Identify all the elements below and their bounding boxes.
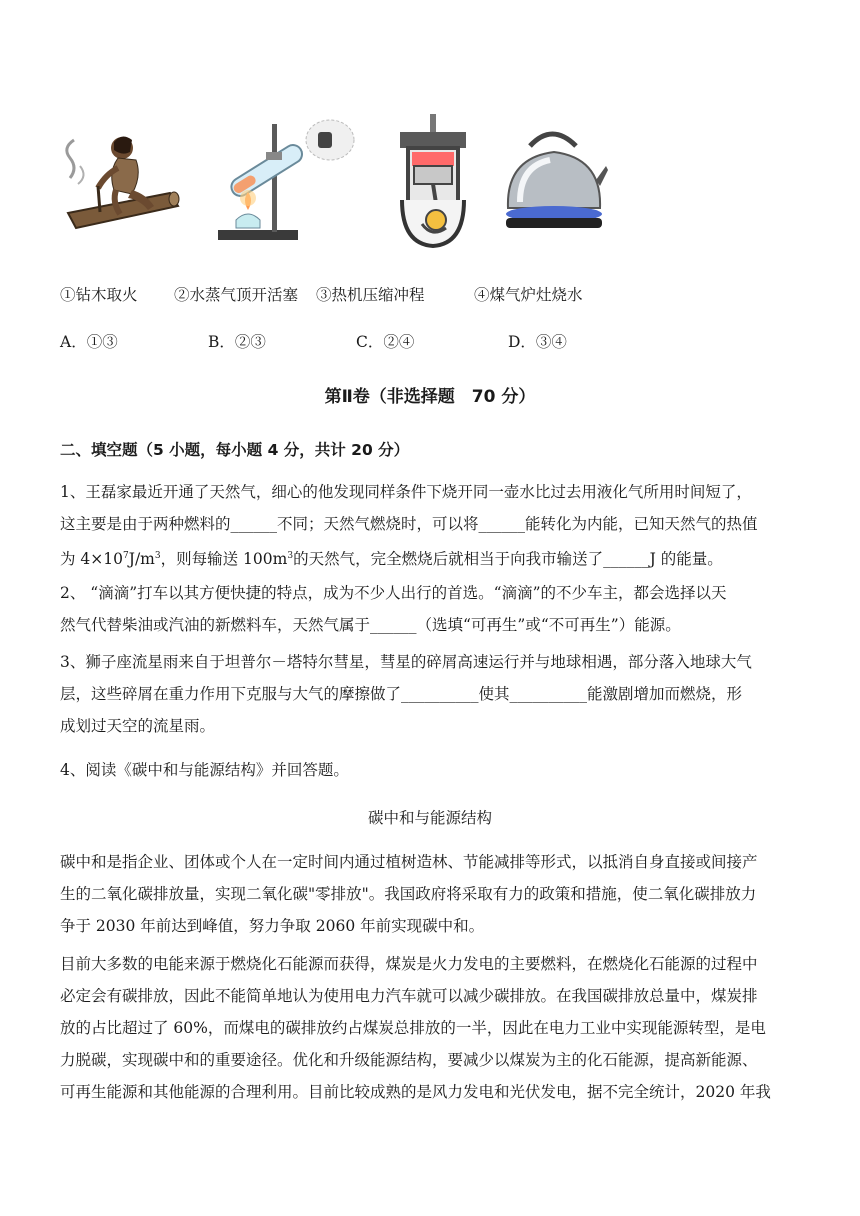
article-p2-line-1: 目前大多数的电能来源于燃烧化石能源而获得，煤炭是火力发电的主要燃料，在燃烧化石能源的过程中 [60, 955, 758, 973]
question-3-line-1: 3、狮子座流星雨来自于坦普尔－塔特尔彗星，彗星的碎屑高速运行并与地球相遇，部分落入地球大气 [60, 653, 752, 671]
article-p2-line-5: 可再生能源和其他能源的合理利用。目前比较成熟的是风力发电和光伏发电，据不完全统计，2020 年我 [60, 1083, 771, 1101]
article-paragraph-1 [60, 846, 802, 942]
question-4-line-1: 4、阅读《碳中和与能源结构》并回答题。 [60, 761, 349, 779]
option-d: D．③④ [508, 333, 567, 351]
question-3 [60, 646, 802, 742]
article-paragraph-2 [60, 948, 802, 1108]
question-2-line-1: 2、 “滴滴”打车以其方便快捷的特点，成为不少人出行的首选。“滴滴”的不少车主，都会选择以天 [60, 584, 727, 602]
article-p1-line-1: 碳中和是指企业、团体或个人在一定时间内通过植树造林、节能减排等形式，以抵消自身直接或间接产 [60, 853, 758, 871]
question-2-line-2: 然气代替柴油或汽油的新燃料车，天然气属于______（选填“可再生”或“不可再生”）能源。 [60, 616, 681, 634]
article-p1-line-2: 生的二氧化碳排放量，实现二氧化碳"零排放"。我国政府将采取有力的政策和措施，使二氧化碳排放力 [60, 885, 757, 903]
q1-text-g: 的天然气，完全燃烧后就相当于向我市输送了______J 的能量。 [293, 550, 723, 568]
figure-test-tube [208, 112, 358, 247]
man-drilling-wood-icon [60, 128, 185, 238]
section-title: 第Ⅱ卷（非选择题 70 分） [324, 387, 536, 407]
figure-caption-4: ④煤气炉灶烧水 [474, 286, 583, 304]
question-1-line-1: 1、王磊家最近开通了天然气，细心的他发现同样条件下烧开同一壶水比过去用液化气所用时间短了， [60, 483, 752, 501]
article-p1-line-3: 争于 2030 年前达到峰值，努力争取 2060 年前实现碳中和。 [60, 917, 485, 935]
test-tube-steam-icon [208, 112, 358, 247]
engine-compression-stroke-icon [392, 112, 474, 250]
subsection-title: 二、填空题（5 小题，每小题 4 分，共计 20 分） [60, 441, 410, 459]
figure-caption-3: ③热机压缩冲程 [316, 286, 425, 304]
q1-text-a: 为 4×10 [60, 550, 123, 568]
option-b: B．②③ [208, 333, 266, 351]
option-c: C．②④ [356, 333, 415, 351]
q1-exponent-3: 3 [287, 551, 294, 561]
option-a: A．①③ [60, 333, 118, 351]
question-3-line-3: 成划过天空的流星雨。 [60, 717, 216, 735]
kettle-on-gas-stove-icon [500, 122, 608, 234]
question-3-line-2: 层，这些碎屑在重力作用下克服与大气的摩擦做了__________使其__________能激剧增加而燃烧，形 [60, 685, 743, 703]
question-2 [60, 577, 802, 641]
q1-exponent-2: 3 [154, 551, 161, 561]
article-p2-line-2: 必定会有碳排放，因此不能简单地认为使用电力汽车就可以减少碳排放。在我国碳排放总量中，煤炭排 [60, 987, 758, 1005]
q1-text-e: ，则每输送 100m [160, 550, 288, 568]
figure-drilling-wood [60, 128, 185, 238]
article-p2-line-3: 放的占比超过了 60%，而煤电的碳排放约占煤炭总排放的一半，因此在电力工业中实现能源转型，是电 [60, 1019, 766, 1037]
q1-text-c: J/m [128, 550, 155, 568]
question-1-line-2: 这主要是由于两种燃料的______不同；天然气燃烧时，可以将______能转化为内能，已知天然气的热值 [60, 515, 758, 533]
question-4 [60, 754, 802, 786]
figure-engine [392, 112, 474, 250]
question-1 [60, 476, 802, 575]
figure-caption-1: ①钻木取火 [60, 286, 138, 304]
figure-caption-2: ②水蒸气顶开活塞 [174, 286, 299, 304]
q1-exponent-1: 7 [123, 551, 129, 561]
figure-kettle [500, 122, 608, 234]
question-1-line-3 [60, 540, 802, 575]
article-title: 碳中和与能源结构 [367, 809, 492, 827]
article-p2-line-4: 力脱碳，实现碳中和的重要途径。优化和升级能源结构，要减少以煤炭为主的化石能源，提高新能源、 [60, 1051, 758, 1069]
